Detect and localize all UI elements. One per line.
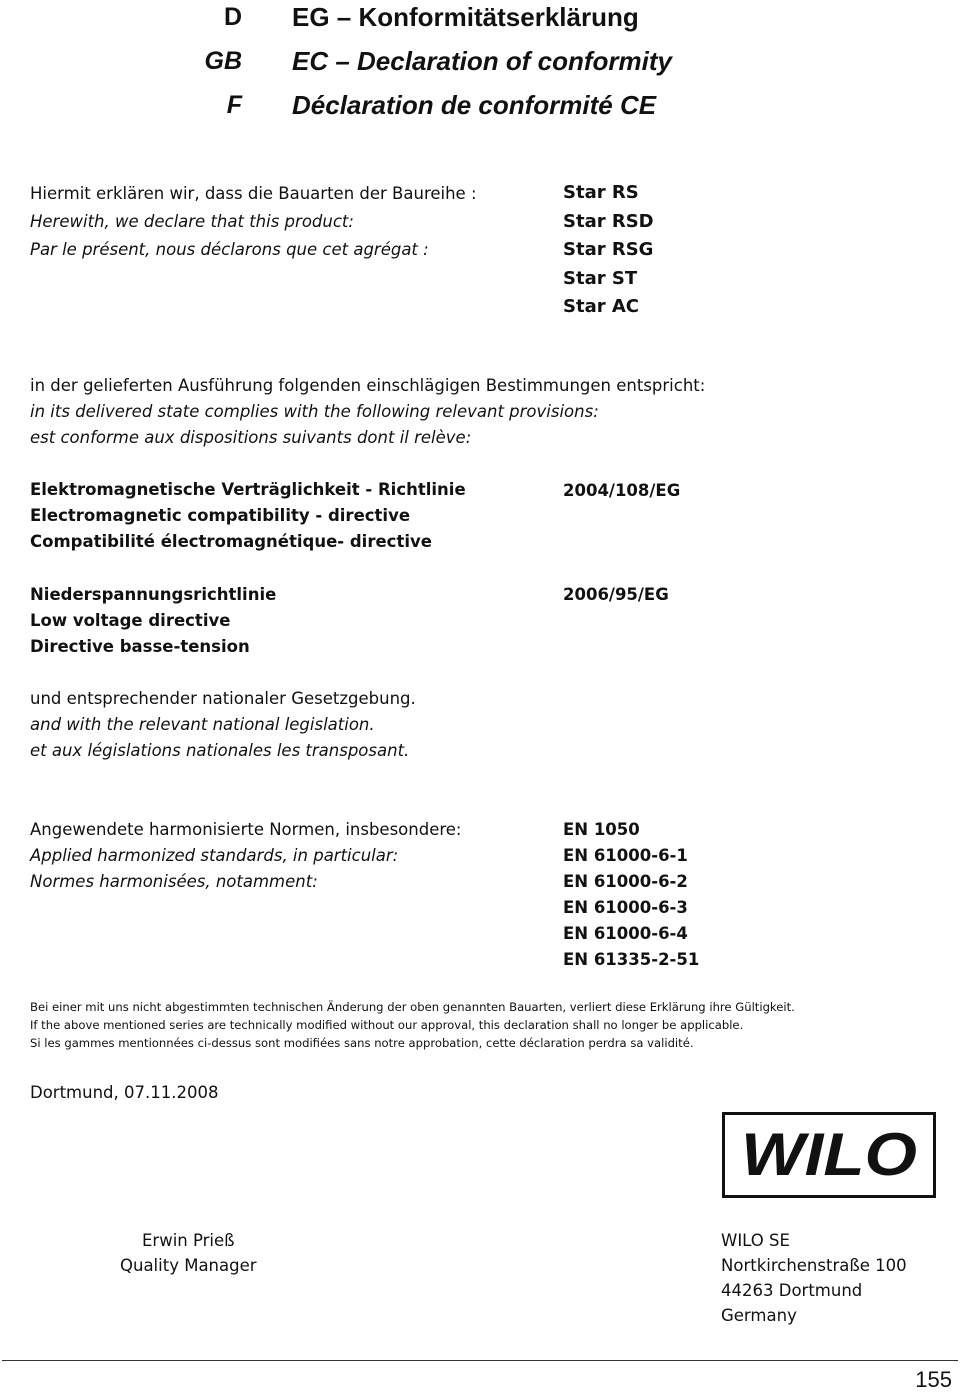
standard-en-61335-2-51: EN 61335-2-51 <box>563 950 700 969</box>
standard-en-61000-6-4: EN 61000-6-4 <box>563 924 688 943</box>
standards-intro-en: Applied harmonized standards, in particular: <box>30 846 399 865</box>
company-street: Nortkirchenstraße 100 <box>721 1256 907 1275</box>
page-number: 155 <box>915 1367 952 1392</box>
product-star-rsd: Star RSD <box>563 211 654 232</box>
title-english: EC – Declaration of conformity <box>292 46 672 76</box>
product-star-rs: Star RS <box>563 182 639 203</box>
directive-emc-code: 2004/108/EG <box>563 481 681 500</box>
compliance-fr: est conforme aux dispositions suivants dont il relève: <box>30 428 472 447</box>
standard-en-61000-6-2: EN 61000-6-2 <box>563 872 688 891</box>
directive-emc-en: Electromagnetic compatibility - directive <box>30 506 411 525</box>
directive-emc-de: Elektromagnetische Verträglichkeit - Richtlinie <box>30 480 466 499</box>
directive-emc-fr: Compatibilité électromagnétique- directive <box>30 532 432 551</box>
directive-lv-de: Niederspannungsrichtlinie <box>30 585 277 604</box>
place-date: Dortmund, 07.11.2008 <box>30 1083 219 1102</box>
wilo-logo-text: WILO <box>741 1125 917 1185</box>
directive-lv-en: Low voltage directive <box>30 611 231 630</box>
standard-en-61000-6-1: EN 61000-6-1 <box>563 846 688 865</box>
wilo-logo <box>722 1112 936 1198</box>
footer-divider <box>2 1360 958 1361</box>
signatory-role: Quality Manager <box>120 1256 257 1275</box>
product-star-rsg: Star RSG <box>563 239 654 260</box>
declaration-intro-en: Herewith, we declare that this product: <box>30 212 354 231</box>
validity-note-de: Bei einer mit uns nicht abgestimmten technischen Änderung der oben genannten Bauarten, verliert diese Erklärung ihre Gültigkeit. <box>30 1000 795 1014</box>
national-legislation-de: und entsprechender nationaler Gesetzgebung. <box>30 689 416 708</box>
compliance-en: in its delivered state complies with the following relevant provisions: <box>30 402 599 421</box>
company-name: WILO SE <box>721 1231 790 1250</box>
standard-en-1050: EN 1050 <box>563 820 640 839</box>
validity-note-fr: Si les gammes mentionnées ci-dessus sont modifiées sans notre approbation, cette déclaration perdra sa validité. <box>30 1036 694 1050</box>
title-french: Déclaration de conformité CE <box>292 90 657 120</box>
wilo-logo-mark <box>735 1125 923 1185</box>
lang-code-gb: GB <box>204 47 242 75</box>
lang-code-de: D <box>223 3 242 31</box>
directive-lv-fr: Directive basse-tension <box>30 637 250 656</box>
title-german: EG – Konformitätserklärung <box>292 2 639 32</box>
company-city: 44263 Dortmund <box>721 1281 863 1300</box>
declaration-intro-fr: Par le présent, nous déclarons que cet agrégat : <box>30 240 429 259</box>
signatory-name: Erwin Prieß <box>142 1231 235 1250</box>
standard-en-61000-6-3: EN 61000-6-3 <box>563 898 688 917</box>
standards-intro-fr: Normes harmonisées, notamment: <box>30 872 318 891</box>
product-star-ac: Star AC <box>563 296 639 317</box>
validity-note-en: If the above mentioned series are technically modified without our approval, this declaration shall no longer be applicable. <box>30 1018 744 1032</box>
national-legislation-en: and with the relevant national legislation. <box>30 715 375 734</box>
national-legislation-fr: et aux législations nationales les transposant. <box>30 741 410 760</box>
standards-intro-de: Angewendete harmonisierte Normen, insbesondere: <box>30 820 462 839</box>
product-star-st: Star ST <box>563 268 638 289</box>
compliance-de: in der gelieferten Ausführung folgenden einschlägigen Bestimmungen entspricht: <box>30 376 706 395</box>
company-country: Germany <box>721 1306 797 1325</box>
lang-code-fr: F <box>226 91 242 119</box>
directive-lv-code: 2006/95/EG <box>563 585 669 604</box>
declaration-intro-de: Hiermit erklären wir, dass die Bauarten der Baureihe : <box>30 184 477 203</box>
